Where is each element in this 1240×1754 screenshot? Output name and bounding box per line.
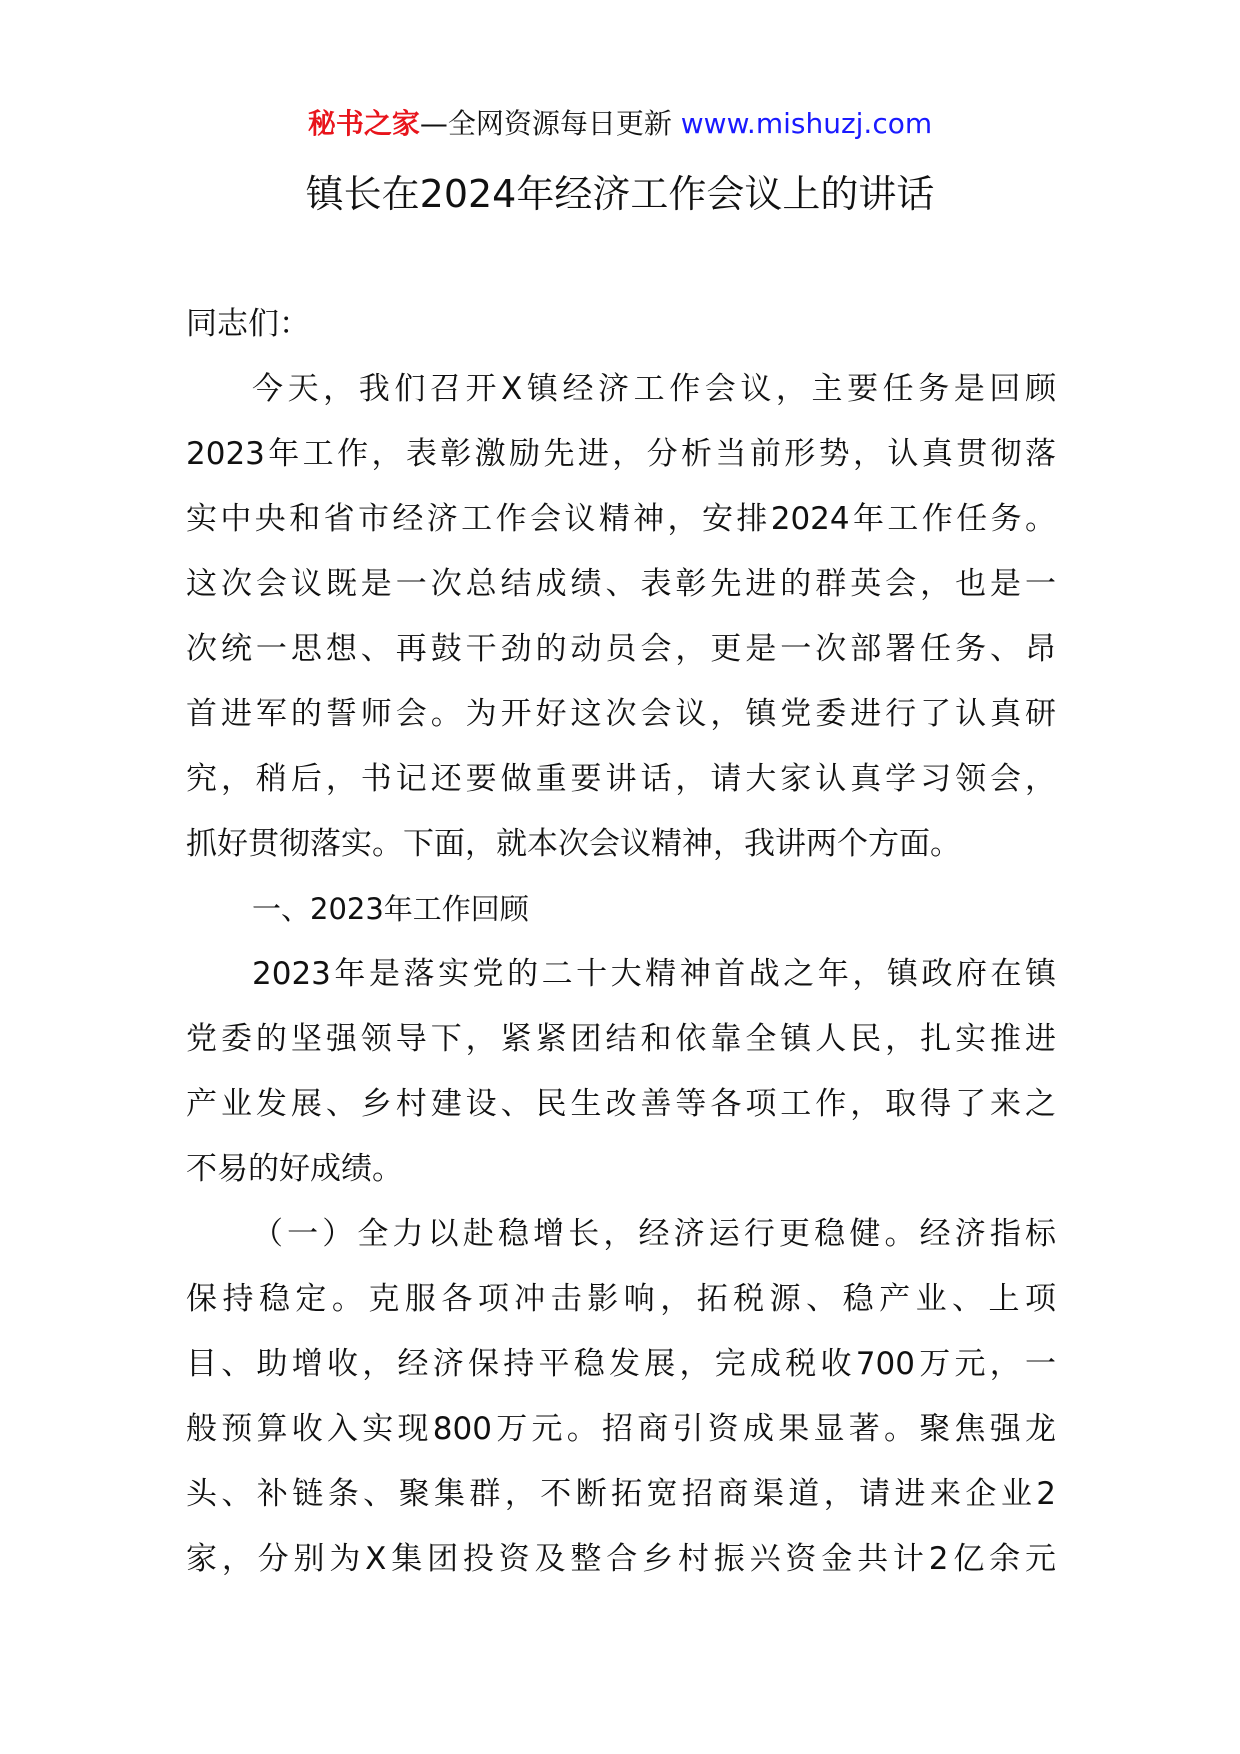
document-title: 镇长在2024年经济工作会议上的讲话 xyxy=(305,172,935,216)
paragraph-line: 究，稍后，书记还要做重要讲话，请大家认真学习领会， xyxy=(186,761,1056,797)
paragraph-line: 家，分别为X集团投资及整合乡村振兴资金共计2亿余元 xyxy=(186,1541,1056,1577)
section-heading: 一、2023年工作回顾 xyxy=(252,892,529,926)
paragraph-line: 产业发展、乡村建设、民生改善等各项工作，取得了来之 xyxy=(186,1086,1056,1122)
paragraph-line: 2023年是落实党的二十大精神首战之年，镇政府在镇 xyxy=(252,956,1056,992)
site-url-link[interactable]: www.mishuzj.com xyxy=(680,107,933,140)
paragraph-line: 实中央和省市经济工作会议精神，安排2024年工作任务。 xyxy=(186,501,1056,537)
site-slogan: —全网资源每日更新 xyxy=(419,107,681,140)
document-body xyxy=(186,292,1056,1592)
paragraph-line: 保持稳定。克服各项冲击影响，拓税源、稳产业、上项 xyxy=(186,1281,1056,1317)
paragraph-line: 今天，我们召开X镇经济工作会议，主要任务是回顾 xyxy=(252,371,1056,407)
paragraph-line: 头、补链条、聚集群，不断拓宽招商渠道，请进来企业2 xyxy=(186,1476,1056,1512)
paragraph-line: 不易的好成绩。 xyxy=(186,1151,403,1187)
paragraph-line: 2023年工作，表彰激励先进，分析当前形势，认真贯彻落 xyxy=(186,436,1056,472)
paragraph-line: 般预算收入实现800万元。招商引资成果显著。聚焦强龙 xyxy=(186,1411,1056,1447)
site-brand: 秘书之家 xyxy=(307,107,420,140)
paragraph-line: 目、助增收，经济保持平稳发展，完成税收700万元，一 xyxy=(186,1346,1056,1382)
paragraph-line: 抓好贯彻落实。下面，就本次会议精神，我讲两个方面。 xyxy=(186,826,961,862)
paragraph-line: （一）全力以赴稳增长，经济运行更稳健。经济指标 xyxy=(252,1216,1056,1252)
paragraph-line: 这次会议既是一次总结成绩、表彰先进的群英会，也是一 xyxy=(186,566,1056,602)
paragraph-line: 首进军的誓师会。为开好这次会议，镇党委进行了认真研 xyxy=(186,696,1056,732)
paragraph-line: 次统一思想、再鼓干劲的动员会，更是一次部署任务、昂 xyxy=(186,631,1056,667)
paragraph-line: 党委的坚强领导下，紧紧团结和依靠全镇人民，扎实推进 xyxy=(186,1021,1056,1057)
site-banner xyxy=(0,104,1240,144)
salutation-line: 同志们： xyxy=(186,306,310,342)
